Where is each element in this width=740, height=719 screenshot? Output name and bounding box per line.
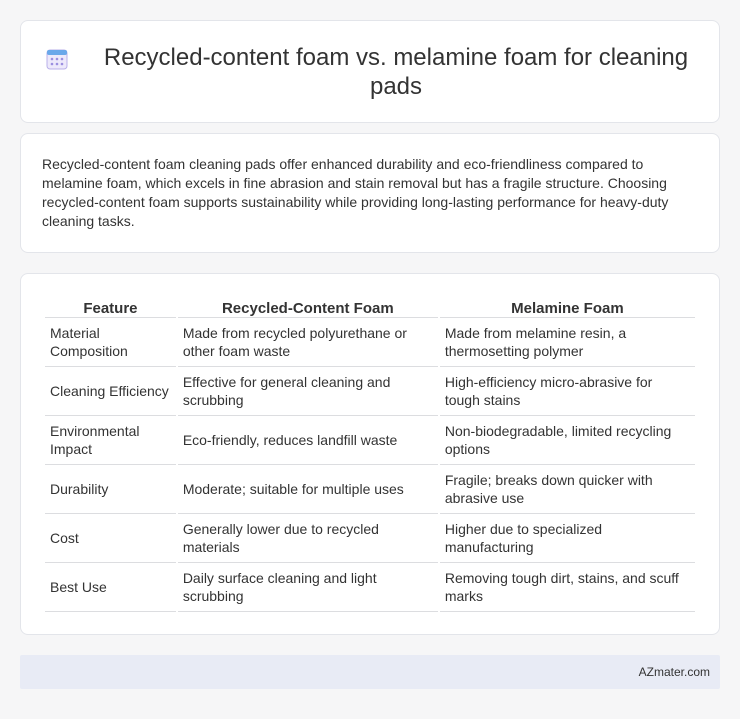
table-row	[45, 416, 695, 465]
melamine-cell: Non-biodegradable, limited recycling options	[440, 416, 695, 465]
table-row	[45, 465, 695, 514]
feature-cell: Cleaning Efficiency	[45, 367, 176, 416]
intro-card	[20, 133, 720, 253]
footer-source: AZmater.com	[638, 665, 710, 679]
feature-cell: Best Use	[45, 563, 176, 612]
comparison-table	[43, 296, 697, 612]
recycled-cell: Moderate; suitable for multiple uses	[178, 465, 438, 514]
column-header-feature: Feature	[45, 296, 176, 318]
table-row	[45, 563, 695, 612]
table-header-row	[45, 296, 695, 318]
recycled-cell: Daily surface cleaning and light scrubbing	[178, 563, 438, 612]
column-header-recycled: Recycled-Content Foam	[178, 296, 438, 318]
table-row	[45, 514, 695, 563]
feature-cell: Cost	[45, 514, 176, 563]
page-title: Recycled-content foam vs. melamine foam for cleaning pads	[103, 44, 689, 100]
feature-cell: Material Composition	[45, 318, 176, 367]
table-row	[45, 318, 695, 367]
intro-paragraph: Recycled-content foam cleaning pads offer enhanced durability and eco-friendliness compared to melamine foam, which excels in fine abrasion and stain removal but has a fragile structure. Choosing recycled-content foam supports sustainability while providing long-lasting performance for heavy-duty cleaning tasks.	[42, 156, 669, 229]
feature-cell: Environmental Impact	[45, 416, 176, 465]
column-header-melamine: Melamine Foam	[440, 296, 695, 318]
melamine-cell: Higher due to specialized manufacturing	[440, 514, 695, 563]
recycled-cell: Effective for general cleaning and scrubbing	[178, 367, 438, 416]
table-row	[45, 367, 695, 416]
recycled-cell: Generally lower due to recycled materials	[178, 514, 438, 563]
feature-cell: Durability	[45, 465, 176, 514]
recycled-cell: Made from recycled polyurethane or other foam waste	[178, 318, 438, 367]
melamine-cell: Removing tough dirt, stains, and scuff marks	[440, 563, 695, 612]
melamine-cell: Fragile; breaks down quicker with abrasive use	[440, 465, 695, 514]
footer-bar	[20, 655, 720, 689]
melamine-cell: High-efficiency micro-abrasive for tough stains	[440, 367, 695, 416]
comparison-card	[20, 273, 720, 635]
recycled-cell: Eco-friendly, reduces landfill waste	[178, 416, 438, 465]
title-card	[20, 20, 720, 123]
melamine-cell: Made from melamine resin, a thermosetting polymer	[440, 318, 695, 367]
